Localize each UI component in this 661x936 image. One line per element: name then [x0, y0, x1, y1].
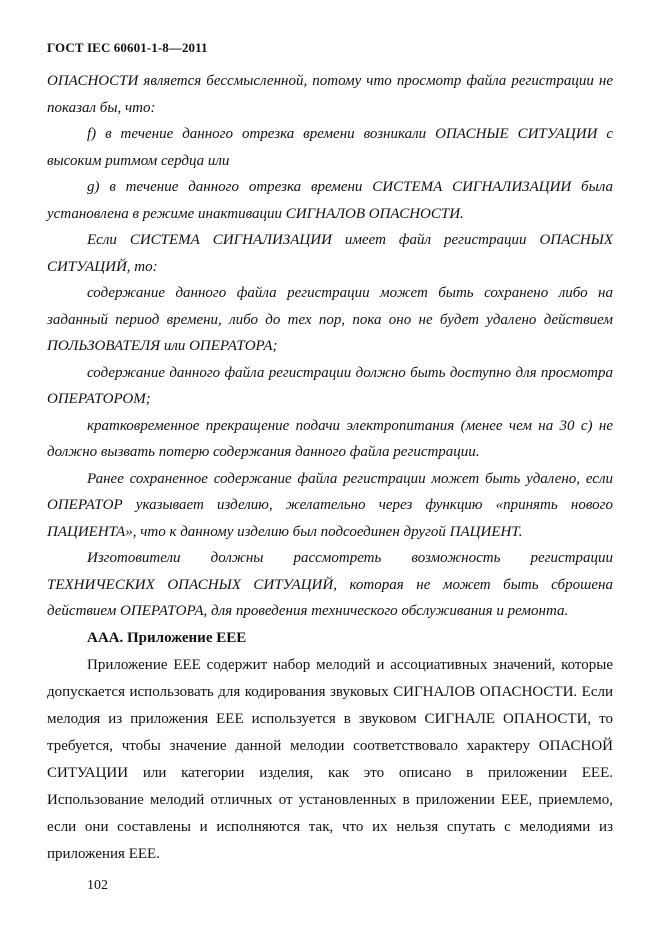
list-item-f: f) в течение данного отрезка времени возникали ОПАСНЫЕ СИТУАЦИИ с высоким ритмом сердца или: [47, 126, 613, 169]
page-number: 102: [87, 878, 108, 893]
page-body: [47, 68, 613, 868]
paragraph-deletion: Ранее сохраненное содержание файла регистрации может быть удалено, если ОПЕРАТОР указывает изделию, желательно через функцию «принять нового ПАЦИЕНТА», что к данному изделию был подсоединен другой ПАЦИЕНТ.: [47, 470, 613, 540]
requirement-power-loss: кратковременное прекращение подачи электропитания (менее чем на 30 с) не должно вызвать потерю содержания данного файла регистрации.: [47, 417, 613, 460]
requirement-storage: содержание данного файла регистрации может быть сохранено либо на заданный период времени, либо до тех пор, пока оно не будет удалено действием ПОЛЬЗОВАТЕЛЯ или ОПЕРАТОРА;: [47, 285, 613, 354]
paragraph-technical-alarms: Изготовители должны рассмотреть возможность регистрации ТЕХНИЧЕСКИХ ОПАСНЫХ СИТУАЦИЙ, которая не может быть сброшена действием ОПЕРАТОРА, для проведения технического обслуживания и ремонта.: [47, 550, 613, 619]
list-item-g: g) в течение данного отрезка времени СИСТЕМА СИГНАЛИЗАЦИИ была установлена в режиме инактивации СИГНАЛОВ ОПАСНОСТИ.: [47, 179, 613, 222]
section-body: Приложение ЕЕЕ содержит набор мелодий и ассоциативных значений, которые допускается использовать для кодирования звуковых СИГНАЛОВ ОПАСНОСТИ. Если мелодия из приложения ЕЕЕ используется в звуковом СИГНАЛЕ ОПАНОСТИ, то требуется, чтобы значение данной мелодии соответствовало характеру ОПАСНОЙ СИТУАЦИИ или категории изделия, как это описано в приложении ЕЕЕ. Использование мелодий отличных от установленных в приложении ЕЕЕ, приемлемо, если они составлены и исполняются так, что их нельзя спутать с мелодиями из приложения ЕЕЕ.: [47, 656, 613, 862]
document-header: ГОСТ IEC 60601-1-8—2011: [47, 40, 208, 55]
paragraph-continuation: ОПАСНОСТИ является бессмысленной, потому что просмотр файла регистрации не показал бы, что:: [47, 73, 613, 116]
paragraph-alarm-log: Если СИСТЕМА СИГНАЛИЗАЦИИ имеет файл регистрации ОПАСНЫХ СИТУАЦИЙ, то:: [47, 232, 613, 275]
requirement-access: содержание данного файла регистрации должно быть доступно для просмотра ОПЕРАТОРОМ;: [47, 364, 613, 407]
section-heading: ААА. Приложение ЕЕЕ: [87, 629, 247, 646]
